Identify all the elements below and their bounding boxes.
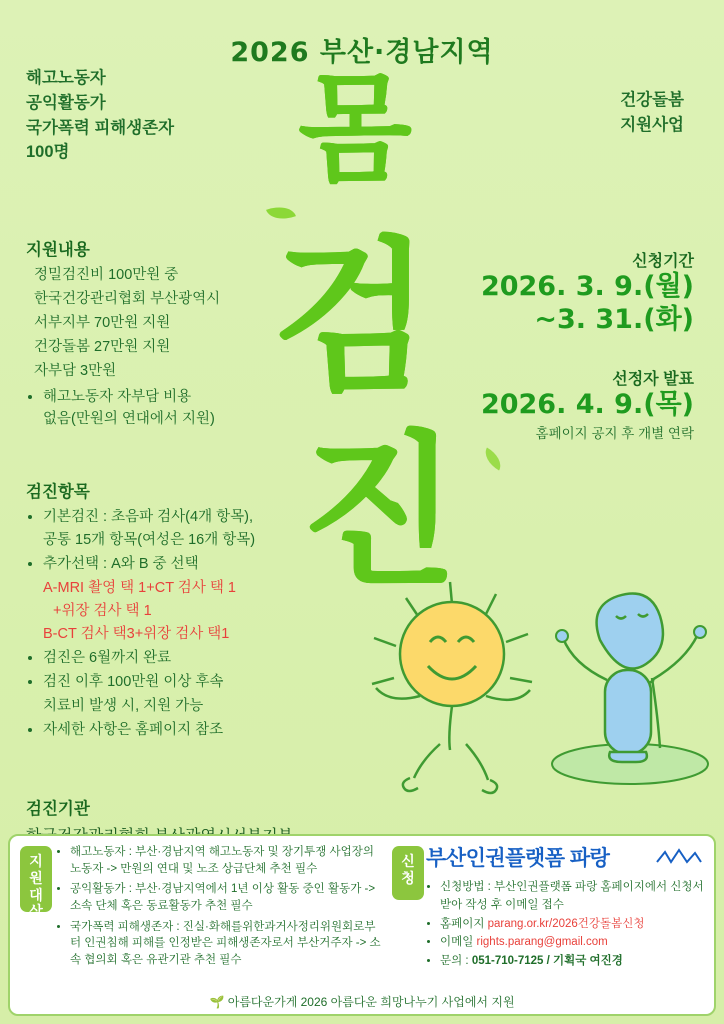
bottom-panel — [8, 834, 716, 1016]
support-line-1: 정밀검진비 100만원 중 — [34, 267, 179, 283]
contact-value: 051-710-7125 / 기획국 여진경 — [471, 954, 623, 967]
exam-item-4-cont: 치료비 발생 시, 지원 가능 — [43, 697, 204, 714]
support-line-3: 서부지부 70만원 지원 — [34, 314, 171, 331]
wave-logo-icon — [655, 848, 703, 864]
apply-method-label: 신청방법 : — [440, 881, 491, 893]
contact-label: 문의 : — [440, 954, 469, 967]
organization-heading: 검진기관 — [26, 800, 90, 818]
apply-period-line-1: 2026. 3. 9.(월) — [480, 271, 694, 302]
exam-items-list — [26, 506, 346, 742]
header-left-line-3: 국가폭력 피해생존자 — [26, 118, 175, 137]
apply-period-label: 신청기간 — [632, 253, 694, 270]
support-section — [26, 236, 326, 431]
email-link[interactable]: rights.parang@gmail.com — [476, 936, 608, 949]
list-item — [70, 881, 386, 914]
target-list-section — [56, 844, 386, 973]
result-date: 2026. 4. 9.(목) — [480, 389, 694, 420]
illustration-sun-and-person — [300, 520, 720, 820]
support-heading: 지원내용 — [26, 241, 90, 259]
target-3-body: 진실·화해를위한과거사정리위원회로부터 인권침해 피해를 인정받은 피해생존자로서 부산거주자 -> 소속 협의회 혹은 유관기관 추천 필수 — [70, 920, 381, 967]
list-item — [440, 878, 711, 915]
target-3-title: 국가폭력 피해생존자 : — [70, 920, 180, 933]
exam-items-section — [26, 478, 346, 743]
homepage-link[interactable]: parang.or.kr/2026건강돌봄신청 — [487, 917, 645, 930]
exam-item-1-cont: 공통 15개 항목(여성은 16개 항목) — [43, 532, 256, 549]
result-note: 홈페이지 공지 후 개별 연락 — [535, 425, 694, 441]
apply-period-line-2: ~3. 31.(화) — [534, 303, 694, 335]
footer-note — [10, 993, 714, 1010]
exam-option-a-cont: +위장 검사 택 1 — [53, 602, 152, 619]
support-bullet-list — [26, 386, 326, 431]
support-bullet-1: 해고노동자 자부담 비용 — [43, 388, 192, 405]
header-left-line-1: 해고노동자 — [26, 69, 106, 87]
list-item — [440, 952, 711, 970]
email-label: 이메일 — [440, 936, 474, 949]
list-item — [440, 915, 711, 933]
apply-period-block — [481, 248, 694, 337]
support-line-2: 한국건강관리협회 부산광역시 — [34, 290, 221, 307]
big-word-char-1: 몸 — [298, 60, 412, 198]
list-item — [70, 919, 386, 969]
list-item — [70, 844, 386, 877]
exam-item-1: 기본검진 : 초음파 검사(4개 항목), — [43, 509, 253, 525]
header-left-line-4: 100명 — [26, 143, 70, 162]
list-item — [43, 386, 326, 431]
support-body — [26, 264, 326, 384]
header-right-text — [620, 88, 684, 138]
big-word-char-3: 진 — [300, 416, 460, 608]
apply-method-value: 부산인권플랫폼 파랑 홈페이지에서 신청서 받아 작성 후 이메일 접수 — [440, 881, 704, 912]
leaf-icon — [480, 447, 506, 470]
exam-item-5: 자세한 사항은 홈페이지 참조 — [43, 721, 224, 738]
target-2-title: 공익활동가 : — [70, 883, 132, 896]
support-line-4: 건강돌봄 27만원 지원 — [34, 338, 171, 355]
target-1-title: 해고노동자 : — [70, 846, 132, 858]
header-left-text — [26, 66, 174, 165]
support-line-5: 자부담 3만원 — [34, 362, 117, 379]
big-word-char-2: 검 — [272, 222, 432, 414]
homepage-label: 홈페이지 — [440, 917, 485, 930]
header-left-line-2: 공익활동가 — [26, 93, 106, 112]
footer-text: 아름다운가게 2026 아름다운 희망나누기 사업에서 지원 — [227, 995, 515, 1009]
exam-item-4: 검진 이후 100만원 이상 후속 — [43, 674, 224, 691]
organization-brand: 부산인권플랫폼 파랑 — [426, 847, 610, 870]
exam-item-2: 추가선택 : A와 B 중 선택 — [43, 556, 199, 573]
apply-info-section — [426, 842, 711, 970]
target-2-body: 부산·경남지역에서 1년 이상 활동 중인 활동가 -> 소속 단체 혹은 동료활동가 추천 필수 — [70, 883, 376, 913]
header-right-line-2: 지원사업 — [620, 115, 684, 134]
target-tab-label: 지 원 대 상 — [20, 846, 52, 912]
result-label: 선정자 발표 — [612, 371, 694, 388]
target-1-body: 부산·경남지역 해고노동자 및 장기투쟁 사업장의 노동자 -> 만원의 연대 및 노조 상급단체 추천 필수 — [70, 846, 374, 875]
exam-option-a: A-MRI 촬영 택 1+CT 검사 택 1 — [43, 579, 236, 596]
exam-option-b: B-CT 검사 택3+위장 검사 택1 — [43, 625, 230, 642]
sprout-icon: 🌱 — [209, 995, 225, 1009]
target-list — [56, 844, 386, 969]
header-right-line-1: 건강돌봄 — [620, 91, 684, 109]
apply-info-list — [426, 878, 711, 970]
exam-items-heading: 검진항목 — [26, 483, 90, 501]
support-bullet-1-cont: 없음(만원의 연대에서 지원) — [43, 411, 215, 428]
apply-tab-label: 신 청 — [392, 846, 424, 900]
result-announce-block — [481, 366, 694, 442]
page-title: 2026 부산·경남지역 — [230, 37, 494, 68]
list-item — [440, 933, 711, 951]
exam-item-3: 검진은 6월까지 완료 — [43, 650, 172, 667]
